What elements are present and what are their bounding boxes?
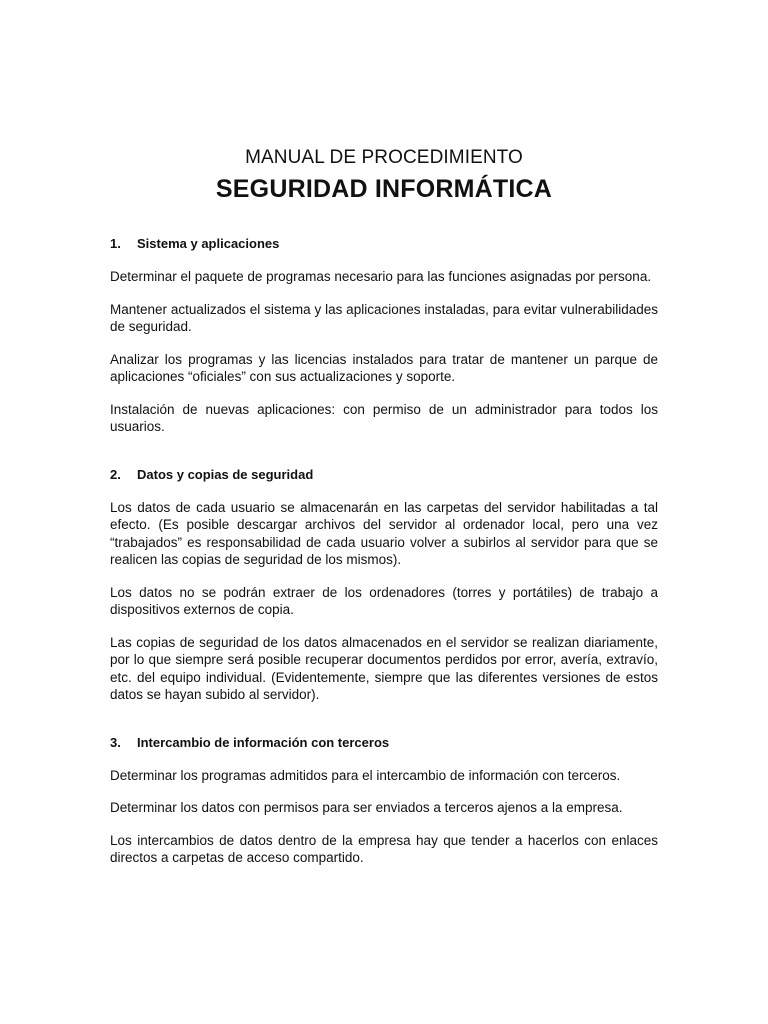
section-title: Datos y copias de seguridad: [137, 466, 314, 482]
paragraph: Los intercambios de datos dentro de la empresa hay que tender a hacerlos con enlaces directos a carpetas de acceso compartido.: [110, 832, 658, 865]
paragraph: Mantener actualizados el sistema y las aplicaciones instaladas, para evitar vulnerabilidades de seguridad.: [110, 301, 658, 334]
section-title: Intercambio de información con terceros: [137, 734, 390, 750]
section-intercambio-informacion: [110, 734, 658, 867]
paragraph: Determinar los programas admitidos para el intercambio de información con terceros.: [110, 767, 621, 783]
document-title: SEGURIDAD INFORMÁTICA: [215, 175, 553, 203]
document-subtitle: MANUAL DE PROCEDIMIENTO: [245, 147, 523, 168]
section-heading: [110, 466, 658, 484]
section-title: Sistema y aplicaciones: [137, 236, 280, 251]
section-heading: [110, 235, 658, 253]
paragraph: Instalación de nuevas aplicaciones: con permiso de un administrador para todos los usuarios.: [110, 401, 658, 434]
section-number: 1.: [110, 236, 121, 251]
paragraph: Los datos de cada usuario se almacenarán en las carpetas del servidor habilitadas a tal efecto. (Es posible descargar archivos del servidor al ordenador local, pero una vez “trabajados” es responsabilidad de cada usuario volver a subirlos al servidor para que se realicen las copias de seguridad de los mismos).: [110, 499, 658, 567]
paragraph: Los datos no se podrán extraer de los ordenadores (torres y portátiles) de trabajo a dispositivos externos de copia.: [110, 584, 658, 617]
paragraph: Analizar los programas y las licencias instalados para tratar de mantener un parque de aplicaciones “oficiales” con sus actualizaciones y soporte.: [110, 351, 658, 384]
paragraph: Determinar el paquete de programas necesario para las funciones asignadas por persona.: [110, 269, 652, 284]
section-heading: [110, 734, 658, 752]
section-datos-copias: [110, 466, 658, 704]
section-number: 2.: [110, 466, 121, 482]
paragraph: Las copias de seguridad de los datos almacenados en el servidor se realizan diariamente, por lo que siempre será posible recuperar documentos perdidos por error, avería, extravío, etc. del equipo individual. (Evidentemente, siempre que las diferentes versiones de estos datos se hayan subido al servidor).: [110, 634, 658, 702]
paragraph: Determinar los datos con permisos para ser enviados a terceros ajenos a la empresa.: [110, 800, 623, 815]
document-header: [110, 146, 658, 205]
section-sistema-aplicaciones: [110, 235, 658, 436]
section-number: 3.: [110, 734, 121, 750]
